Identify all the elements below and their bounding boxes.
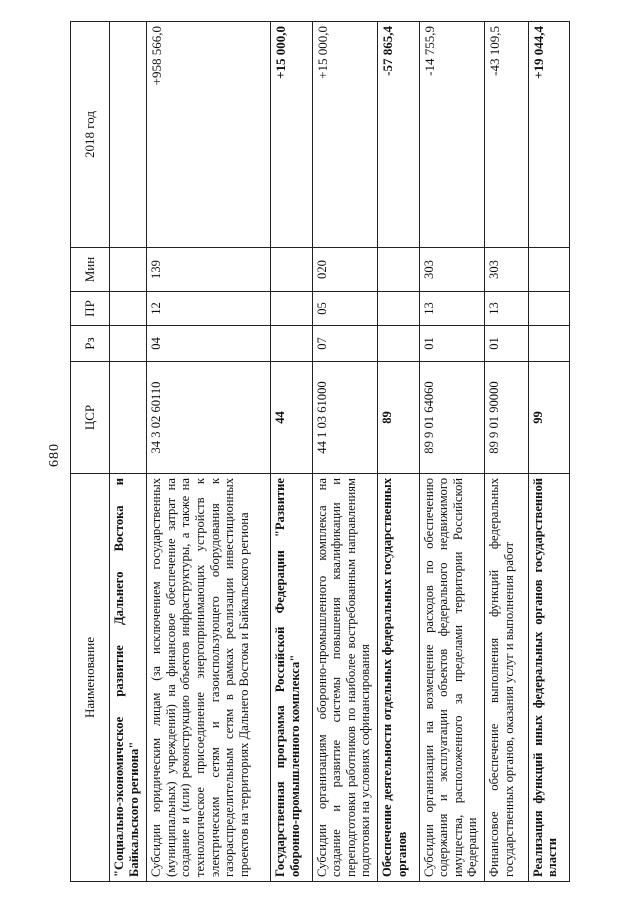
row-value: +15 000,0: [312, 22, 378, 248]
row-pr: 12: [147, 292, 271, 326]
row-value: -57 865,4: [378, 22, 419, 248]
row-value: -43 109,5: [485, 22, 528, 248]
table-row: [378, 22, 419, 882]
rotated-sheet: [70, 22, 570, 882]
row-csr: [110, 362, 147, 474]
row-pr: [110, 292, 147, 326]
row-min: 303: [419, 248, 485, 292]
row-pr: [528, 292, 569, 326]
row-csr: 44 1 03 61000: [312, 362, 378, 474]
row-min: 020: [312, 248, 378, 292]
table-row: [271, 22, 312, 882]
table-row: [485, 22, 528, 882]
row-min: [271, 248, 312, 292]
row-rz: [271, 326, 312, 362]
row-name: Субсидии организациям оборонно-промышленного комплекса на создание и развитие системы повышения квалификации и переподготовки работников по наиболее востребованным направлениям подготовки на условиях софинансирования: [312, 474, 378, 882]
row-pr: 13: [485, 292, 528, 326]
row-name: Субсидии юридическим лицам (за исключением государственных (муниципальных) учреждений) на финансовое обеспечение затрат на создание и (или) реконструкцию объектов инфраструктуры, а также на технологическое присоединение энергопринимающих устройств к электрическим сетям и газоиспользующего оборудования к газораспределительным сетям в рамках реализации инвестиционных проектов на территориях Дальнего Востока и Байкальского региона: [147, 474, 271, 882]
page-number: 680: [47, 443, 62, 467]
row-min: [110, 248, 147, 292]
table-row: [312, 22, 378, 882]
budget-table: [70, 21, 570, 882]
row-value: -14 755,9: [419, 22, 485, 248]
header-row: [71, 22, 110, 882]
row-pr: 05: [312, 292, 378, 326]
row-rz: 04: [147, 326, 271, 362]
row-min: [528, 248, 569, 292]
row-csr: 99: [528, 362, 569, 474]
row-rz: 01: [485, 326, 528, 362]
header-year: 2018 год: [71, 22, 110, 248]
header-csr: ЦСР: [71, 362, 110, 474]
table-row: [147, 22, 271, 882]
row-value: +19 044,4: [528, 22, 569, 248]
row-min: 303: [485, 248, 528, 292]
row-value: +958 566,0: [147, 22, 271, 248]
row-csr: 89 9 01 90000: [485, 362, 528, 474]
row-name: "Социально-экономическое развитие Дальнего Востока и Байкальского региона": [110, 474, 147, 882]
header-pr: ПР: [71, 292, 110, 326]
row-name: Реализация функций иных федеральных органов государственной власти: [528, 474, 569, 882]
row-rz: 01: [419, 326, 485, 362]
header-name: Наименование: [71, 474, 110, 882]
row-csr: 34 3 02 60110: [147, 362, 271, 474]
row-min: 139: [147, 248, 271, 292]
table-row: [110, 22, 147, 882]
row-name: Финансовое обеспечение выполнения функций федеральных государственных органов, оказания услуг и выполнения работ: [485, 474, 528, 882]
table-row: [528, 22, 569, 882]
row-name: Государственная программа Российской Федерации "Развитие оборонно-промышленного комплекса": [271, 474, 312, 882]
row-pr: [271, 292, 312, 326]
row-pr: 13: [419, 292, 485, 326]
row-csr: 44: [271, 362, 312, 474]
header-rz: Рз: [71, 326, 110, 362]
row-pr: [378, 292, 419, 326]
row-name: Субсидии организации на возмещение расходов по обеспечению содержания и эксплуатации объектов федерального недвижимого имущества, расположенного за пределами территории Российской Федерации: [419, 474, 485, 882]
row-rz: [378, 326, 419, 362]
row-name: Обеспечение деятельности отдельных федеральных государственных органов: [378, 474, 419, 882]
row-csr: 89 9 01 64060: [419, 362, 485, 474]
table-row: [419, 22, 485, 882]
row-value: [110, 22, 147, 248]
header-min: Мин: [71, 248, 110, 292]
row-min: [378, 248, 419, 292]
row-rz: [110, 326, 147, 362]
row-value: +15 000,0: [271, 22, 312, 248]
row-csr: 89: [378, 362, 419, 474]
row-rz: [528, 326, 569, 362]
row-rz: 07: [312, 326, 378, 362]
